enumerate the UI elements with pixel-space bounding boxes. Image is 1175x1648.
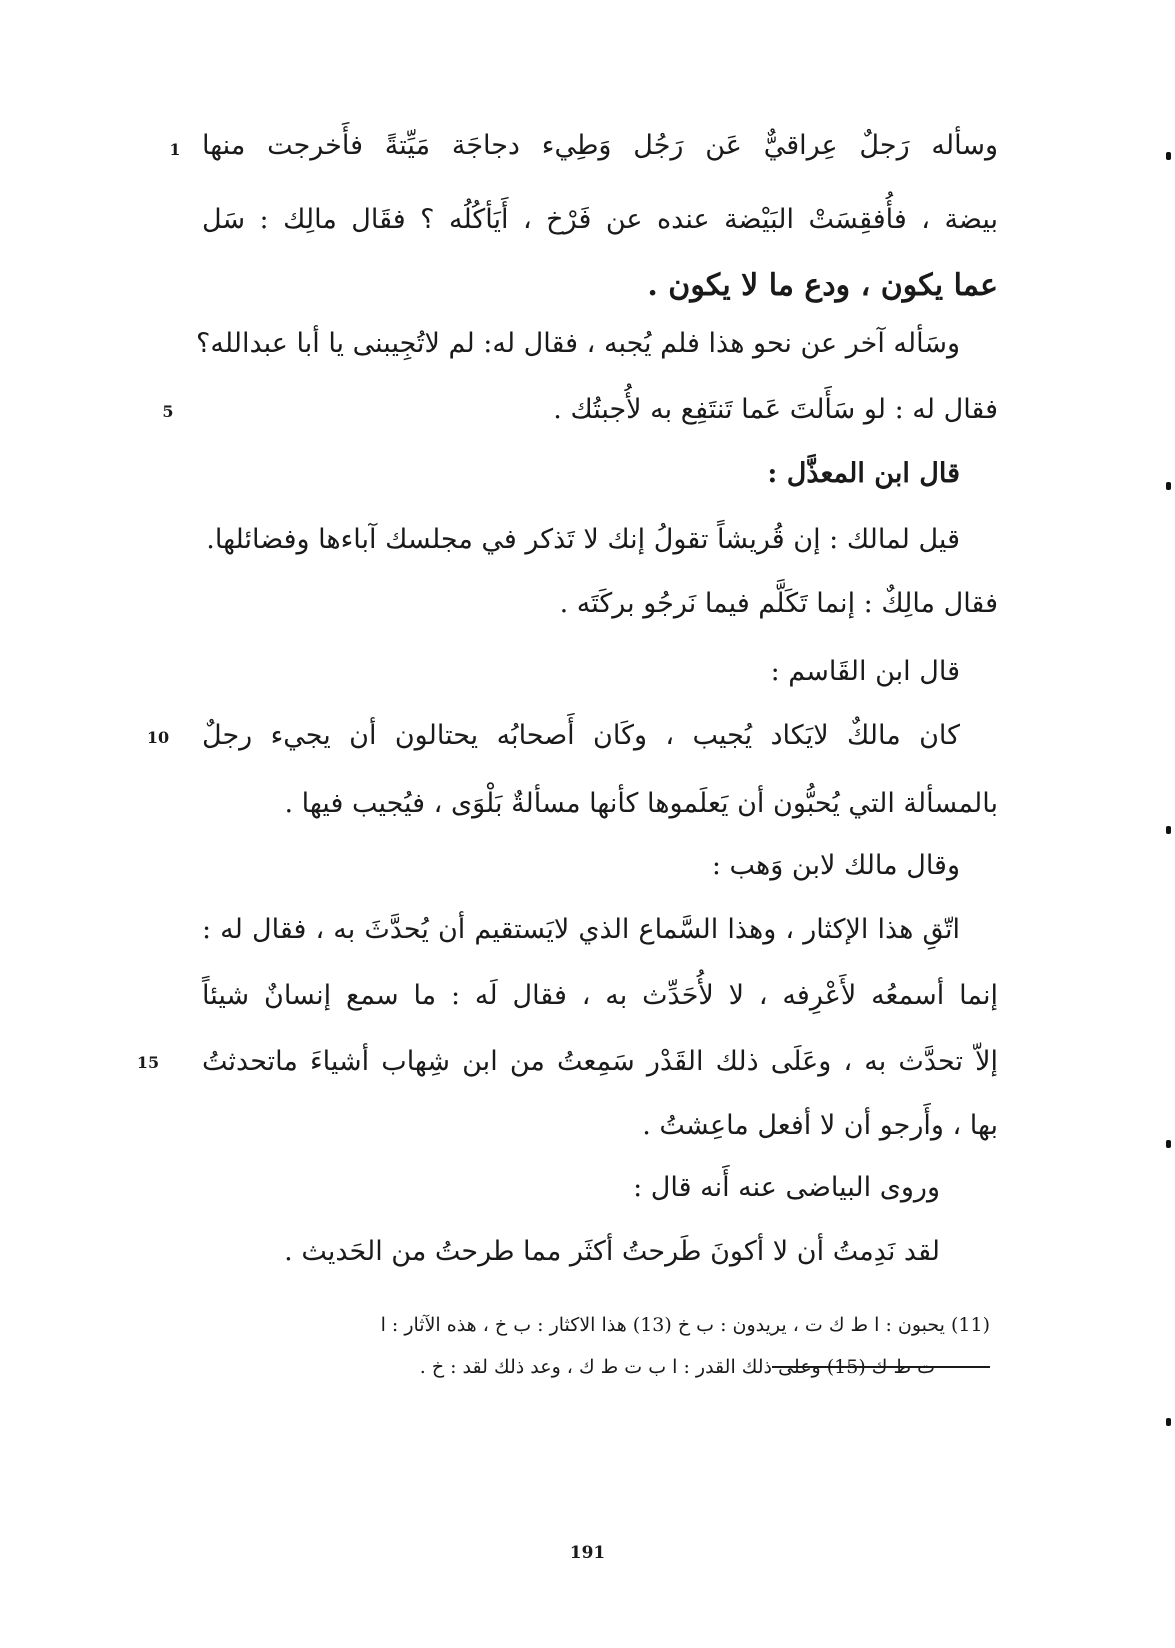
text-line: فقال له : لو سَأَلتَ عَما تَنتَفِع به لأُجبتُك . bbox=[553, 394, 998, 425]
footnote-line: ت ط ك (15) وعلى ذلك القدر : ا ب ت ط ك ، وعد ذلك لقد : خ . bbox=[419, 1356, 935, 1378]
text-line: كان مالكٌ لايَكاد يُجيب ، وكَان أَصحابُه يحتالون أن يجيء رجلٌ bbox=[202, 720, 960, 751]
text-line: قيل لمالك : إن قُريشاً تقولُ إنك لا تَذكر في مجلسك آباءها وفضائلها. bbox=[206, 524, 960, 555]
text-line: بالمسألة التي يُحبُّون أن يَعلَموها كأنها مسألةٌ بَلْوَى ، فيُجيب فيها . bbox=[284, 788, 998, 819]
scan-mark bbox=[1166, 1140, 1171, 1148]
text-line: اتّقِ هذا الإكثار ، وهذا السَّماع الذي لايَستقيم أن يُحدَّثَ به ، فقال له : bbox=[202, 914, 960, 945]
line-number: 5 bbox=[162, 402, 174, 421]
text-line: وروى البياضى عنه أَنه قال : bbox=[633, 1172, 940, 1203]
scan-mark bbox=[1166, 1418, 1171, 1426]
line-number: 1 bbox=[169, 140, 181, 159]
section-heading: قال ابن القَاسم : bbox=[770, 656, 960, 687]
scan-mark bbox=[1166, 152, 1171, 160]
text-line: بها ، وأَرجو أن لا أفعل ماعِشتُ . bbox=[642, 1110, 998, 1141]
text-line: فقال مالِكٌ : إنما تَكَلَّم فيما نَرجُو بركَتَه . bbox=[559, 588, 998, 619]
page-number: 191 bbox=[569, 1543, 606, 1563]
section-heading: قال ابن المعذَّل : bbox=[767, 458, 960, 489]
text-line: بيضة ، فأُفقِسَتْ البَيْضة عنده عن فَرْخ ، أَيَأكُلُه ؟ فقَال مالِك : سَل bbox=[202, 204, 998, 235]
text-line: وسَأله آخر عن نحو هذا فلم يُجبه ، فقال له: لم لاتُجِيبنى يا أبا عبدالله؟ bbox=[196, 328, 960, 359]
text-line: إلاّ تحدَّث به ، وعَلَى ذلك القَدْر سَمِعتُ من ابن شِهاب أشياءَ ماتحدثتُ bbox=[202, 1046, 998, 1077]
scan-mark bbox=[1166, 482, 1171, 490]
text-line: وسأله رَجلٌ عِراقيٌّ عَن رَجُل وَطِيء دجاجَة مَيِّتةً فأَخرجت منها bbox=[202, 130, 998, 161]
footnote-line: (11) يحبون : ا ط ك ت ، يريدون : ب خ (13) هذا الاكثار : ب خ ، هذه الآثار : ا bbox=[380, 1314, 990, 1336]
text-line: عما يكون ، ودع ما لا يكون . bbox=[647, 268, 998, 303]
line-number: 10 bbox=[146, 728, 170, 747]
text-line: لقد نَدِمتُ أن لا أكونَ طَرحتُ أكثَر مما طرحتُ من الحَديث . bbox=[284, 1236, 940, 1267]
text-line: إنما أسمعُه لأَعْرِفه ، لا لأُحَدِّث به ، فقال لَه : ما سمع إنسانٌ شيئاً bbox=[202, 980, 998, 1011]
line-number: 15 bbox=[136, 1053, 160, 1072]
scan-mark bbox=[1166, 826, 1171, 834]
section-heading: وقال مالك لابن وَهب : bbox=[711, 850, 960, 881]
